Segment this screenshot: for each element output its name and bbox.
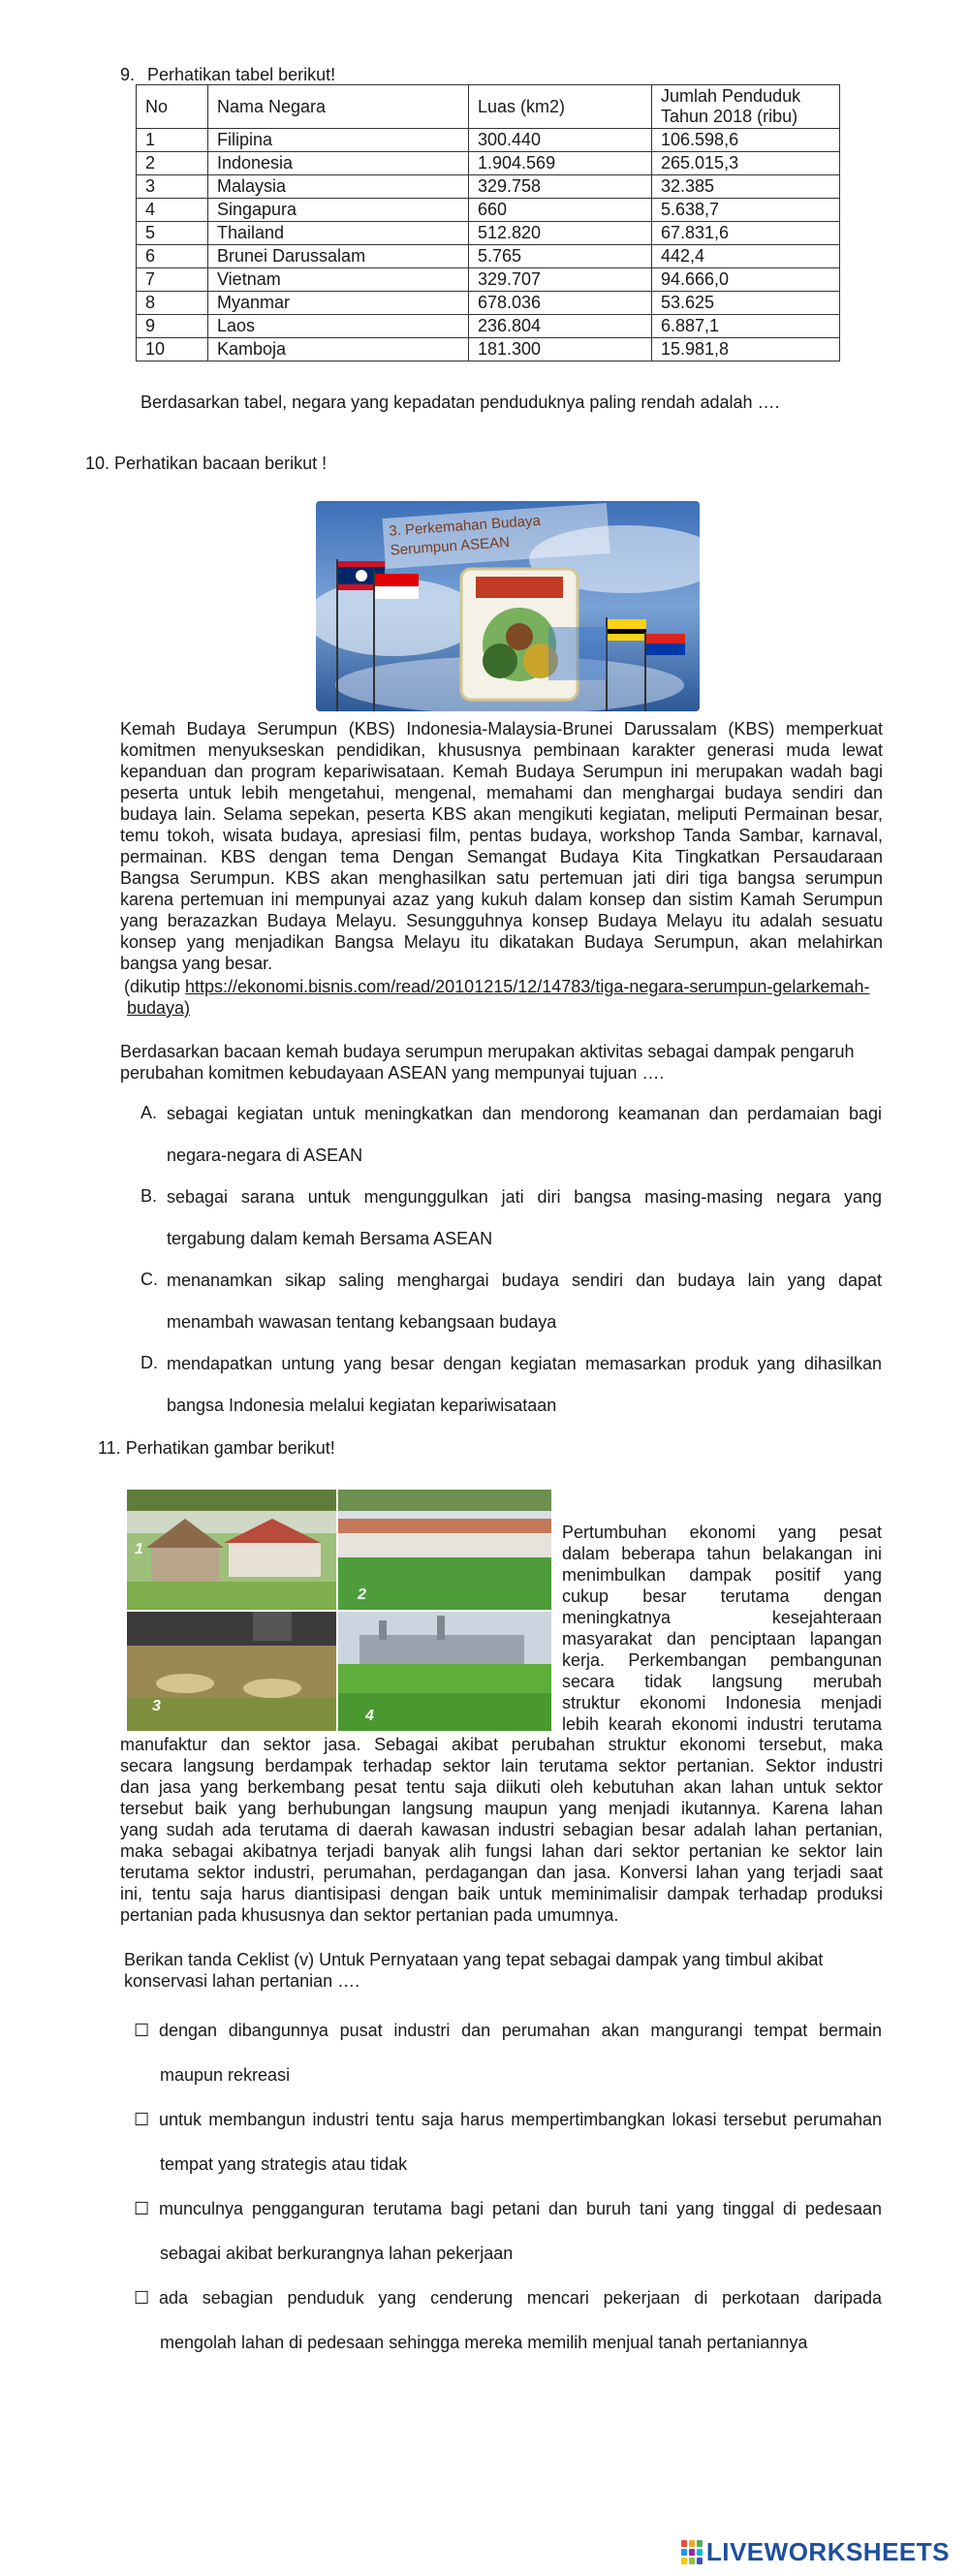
- passage-line: pertanian pada khususnya dan sektor pertanian pada umumnya.: [120, 1905, 619, 1925]
- checklist-text-line-1: munculnya pengganguran terutama bagi petani dan buruh tani yang tinggal di pedesaan: [159, 2199, 882, 2218]
- table-row: [137, 175, 840, 199]
- cell-population: 5.638,7: [652, 199, 840, 222]
- cell-country: Myanmar: [208, 292, 469, 315]
- kbs-image-caption: 3. Perkemahan Budaya Serumpun ASEAN: [382, 503, 610, 569]
- passage-line: ini, tentu saja harus diantisipasi dengan baik untuk meminimalisir dampak terhadap produksi: [120, 1884, 883, 1903]
- cell-population: 15.981,8: [652, 338, 840, 361]
- question-9-text: Berdasarkan tabel, negara yang kepadatan penduduknya paling rendah adalah ….: [141, 393, 780, 412]
- table-row: [137, 245, 840, 268]
- land-conversion-photos: [127, 1490, 551, 1731]
- passage-line: maka sebagai akibatnya terjadi banyak alih fungsi lahan dari sektor pertanian ke sektor lain: [120, 1841, 883, 1861]
- cell-area: 1.904.569: [469, 152, 652, 175]
- cell-population: 6.887,1: [652, 315, 840, 338]
- cell-no: 5: [137, 222, 208, 245]
- passage-line: cukup besar terutama dengan: [562, 1586, 882, 1606]
- cell-population: 32.385: [652, 175, 840, 199]
- photo-number-4: 4: [365, 1708, 374, 1724]
- cell-country: Brunei Darussalam: [208, 245, 469, 268]
- cell-no: 2: [137, 152, 208, 175]
- option-text-line-2: bangsa Indonesia melalui kegiatan kepariwisataan: [167, 1396, 557, 1415]
- col-header-no: No: [137, 85, 208, 129]
- cell-population: 442,4: [652, 245, 840, 268]
- cell-no: 7: [137, 268, 208, 292]
- passage-line: bangsa yang besar.: [120, 954, 273, 973]
- passage-line: terutama sektor industri, perumahan, perdagangan dan jasa. Konversi lahan yang terjadi saat: [120, 1863, 883, 1882]
- table-row: [137, 338, 840, 361]
- option-text-line-1: sebagai kegiatan untuk meningkatkan dan mendorong keamanan dan perdamaian bagi: [167, 1104, 882, 1123]
- option-text-line-1: sebagai sarana untuk mengunggulkan jati diri bangsa masing-masing negara yang: [167, 1187, 882, 1207]
- option-text-line-1: mendapatkan untung yang besar dengan kegiatan memasarkan produk yang dihasilkan: [167, 1354, 882, 1373]
- passage-line: manufaktur dan sektor jasa. Sebagai akibat perubahan struktur ekonomi tersebut, maka: [120, 1735, 883, 1754]
- cell-area: 678.036: [469, 292, 652, 315]
- option-letter: C.: [141, 1270, 158, 1289]
- photo-number-1: 1: [135, 1541, 143, 1557]
- option-text-line-2: tergabung dalam kemah Bersama ASEAN: [167, 1229, 493, 1248]
- checkbox[interactable]: ☐: [134, 2199, 150, 2218]
- cell-area: 300.440: [469, 129, 652, 152]
- checkbox[interactable]: ☐: [134, 2110, 150, 2129]
- kbs-camp-image: [316, 501, 700, 711]
- passage-line: permainan. KBS dengan tema Dengan Semangat Budaya Kita Tingkatkan Persaudaraan: [120, 847, 883, 866]
- option-letter: A.: [141, 1103, 158, 1122]
- option-letter: D.: [141, 1353, 158, 1372]
- cell-area: 181.300: [469, 338, 652, 361]
- cell-area: 5.765: [469, 245, 652, 268]
- cell-no: 4: [137, 199, 208, 222]
- cell-no: 9: [137, 315, 208, 338]
- cell-area: 512.820: [469, 222, 652, 245]
- checklist-text-line-2: tempat yang strategis atau tidak: [160, 2154, 408, 2174]
- cell-area: 329.758: [469, 175, 652, 199]
- photo-number-3: 3: [152, 1698, 161, 1714]
- passage-line: Kemah Budaya Serumpun (KBS) Indonesia-Malaysia-Brunei Darussalam (KBS) memperkuat: [120, 719, 883, 738]
- question-11-text-1: Berikan tanda Ceklist (v) Untuk Pernyataan yang tepat sebagai dampak yang timbul akibat: [124, 1950, 824, 1969]
- passage-line: masyarakat dan penciptaan lapangan: [562, 1629, 882, 1649]
- checklist-text-line-2: maupun rekreasi: [160, 2065, 291, 2085]
- checklist-text-line-2: sebagai akibat berkurangnya lahan pekerjaan: [160, 2244, 514, 2263]
- cell-population: 106.598,6: [652, 129, 840, 152]
- passage-line: dalam beberapa tahun belakangan ini: [562, 1544, 882, 1563]
- photo-collage: [127, 1490, 551, 1731]
- cell-country: Singapura: [208, 199, 469, 222]
- passage-line: konsep yang menjadikan Bangsa Melayu itu dikatakan Budaya Serumpun, akan melahirkan: [120, 932, 883, 952]
- passage-line: menimbulkan dampak positif yang: [562, 1565, 882, 1585]
- source-link-end[interactable]: budaya): [127, 998, 191, 1018]
- question-11-full-passage: [120, 1734, 883, 1926]
- question-10-heading: 10. Perhatikan bacaan berikut !: [85, 454, 328, 473]
- cell-country: Filipina: [208, 129, 469, 152]
- question-9-heading: [120, 64, 335, 85]
- passage-line: yang sudah ada terutama di daerah kawasan industri sebagian besar adalah lahan pertanian,: [120, 1820, 883, 1839]
- table-row: [137, 292, 840, 315]
- table-row: [137, 222, 840, 245]
- passage-line: yang berazazkan Budaya Melayu. Sesungguhnya konsep Budaya Melayu itu adalah sesuatu: [120, 911, 883, 930]
- passage-line: budaya lain. Selama sepekan, peserta KBS akan mengikuti kegiatan, meliputi Permainan besar,: [120, 804, 883, 824]
- passage-line: tersebut baik yang berhubungan langsung maupun yang menjadi ikutannya. Karena lahan: [120, 1799, 883, 1818]
- question-9-number: 9.: [120, 65, 136, 84]
- photo-number-2: 2: [358, 1586, 366, 1603]
- cell-no: 10: [137, 338, 208, 361]
- col-header-area: Luas (km2): [469, 85, 652, 129]
- cell-no: 8: [137, 292, 208, 315]
- cell-population: 53.625: [652, 292, 840, 315]
- passage-line: kerja. Perkembangan pembangunan: [562, 1650, 882, 1670]
- option-text-line-2: menambah wawasan tentang kebangsaan budaya: [167, 1312, 557, 1332]
- passage-line: meningkatnya kesejahteraan: [562, 1608, 882, 1627]
- liveworksheets-logo-text: LIVEWORKSHEETS: [705, 2537, 950, 2566]
- question-10-passage: [120, 718, 883, 974]
- passage-line: kepanduan dan program kepariwisataan. Kemah Budaya Serumpun ini merupakan wadah bagi: [120, 762, 883, 781]
- question-11-side-passage: [562, 1522, 882, 1735]
- checklist-text-line-1: untuk membangun industri tentu saja harus mempertimbangkan lokasi tersebut perumahan: [159, 2110, 882, 2129]
- country-table: [136, 84, 840, 361]
- table-row: [137, 199, 840, 222]
- question-11-text-2: konservasi lahan pertanian ….: [124, 1971, 360, 1991]
- col-header-population: Jumlah Penduduk Tahun 2018 (ribu): [652, 85, 840, 129]
- checklist-text-line-2: mengolah lahan di pedesaan sehingga mereka memilih menjual tanah pertaniannya: [160, 2333, 808, 2352]
- cell-country: Vietnam: [208, 268, 469, 292]
- question-10-text-2: perubahan komitmen kebudayaan ASEAN yang mempunyai tujuan ….: [120, 1063, 665, 1083]
- passage-line: Bangsa Serumpun. KBS akan menghasilkan satu pertemuan jati diri tiga bangsa serumpun: [120, 868, 883, 888]
- cell-population: 67.831,6: [652, 222, 840, 245]
- source-link[interactable]: https://ekonomi.bisnis.com/read/20101215/12/14783/tiga-negara-serumpun-gelarkemah-: [185, 977, 870, 996]
- table-header-row: [137, 85, 840, 129]
- cell-area: 236.804: [469, 315, 652, 338]
- passage-line: secara langsung berdampak terhadap sektor lain terutama sektor pertanian. Sektor industri: [120, 1756, 883, 1775]
- col-header-country: Nama Negara: [208, 85, 469, 129]
- cell-no: 1: [137, 129, 208, 152]
- cell-area: 660: [469, 199, 652, 222]
- cell-country: Malaysia: [208, 175, 469, 199]
- source-link-continued[interactable]: [127, 997, 190, 1019]
- source-prefix: (dikutip: [124, 977, 186, 996]
- passage-line: temu tokoh, wisata budaya, apresiasi film, pentas budaya, workshop Tanda Sambar, karnaval,: [120, 826, 883, 845]
- question-11-heading: 11. Perhatikan gambar berikut!: [98, 1438, 335, 1458]
- question-9-prompt: Perhatikan tabel berikut!: [147, 65, 336, 84]
- checkbox[interactable]: ☐: [134, 2021, 150, 2040]
- cell-country: Kamboja: [208, 338, 469, 361]
- cell-country: Indonesia: [208, 152, 469, 175]
- passage-line: lebih kearah ekonomi industri terutama: [562, 1714, 882, 1734]
- checkbox[interactable]: ☐: [134, 2288, 150, 2308]
- cell-no: 3: [137, 175, 208, 199]
- passage-line: dan jasa yang berkembang pesat tentu saja diikuti oleh kebutuhan akan lahan untuk sektor: [120, 1777, 883, 1797]
- checklist-text-line-1: ada sebagian penduduk yang cenderung mencari pekerjaan di perkotaan daripada: [159, 2288, 882, 2308]
- table-row: [137, 152, 840, 175]
- option-text-line-1: menanamkan sikap saling menghargai budaya sendiri dan budaya lain yang dapat: [167, 1271, 882, 1290]
- checklist-text-line-1: dengan dibangunnya pusat industri dan perumahan akan mangurangi tempat bermain: [159, 2021, 882, 2040]
- cell-population: 265.015,3: [652, 152, 840, 175]
- table-row: [137, 315, 840, 338]
- option-text-line-2: negara-negara di ASEAN: [167, 1146, 363, 1165]
- cell-population: 94.666,0: [652, 268, 840, 292]
- passage-line: struktur ekonomi Indonesia menjadi: [562, 1693, 882, 1712]
- option-letter: B.: [141, 1186, 158, 1206]
- table-row: [137, 129, 840, 152]
- passage-line: Pertumbuhan ekonomi yang pesat: [562, 1523, 882, 1542]
- passage-line: karena pertemuan ini mempunyai azaz yang kukuh dalam konsep dan sistim Kamah Serumpun: [120, 890, 883, 909]
- table-body: [137, 129, 840, 361]
- cell-no: 6: [137, 245, 208, 268]
- table-row: [137, 268, 840, 292]
- passage-line: secara tidak langsung merubah: [562, 1672, 882, 1691]
- passage-source: [124, 976, 890, 997]
- liveworksheets-logo: [681, 2537, 950, 2567]
- passage-line: peserta untuk lebih mengetahui, mengenal, memahami dan menghargai budaya sendiri dan: [120, 783, 883, 802]
- cell-area: 329.707: [469, 268, 652, 292]
- liveworksheets-logo-icon: [681, 2540, 703, 2565]
- passage-line: komitmen menyukseskan pendidikan, khususnya pembinaan karakter generasi muda lewat: [120, 740, 883, 760]
- question-10-text-1: Berdasarkan bacaan kemah budaya serumpun merupakan aktivitas sebagai dampak pengaruh: [120, 1042, 855, 1061]
- cell-country: Laos: [208, 315, 469, 338]
- cell-country: Thailand: [208, 222, 469, 245]
